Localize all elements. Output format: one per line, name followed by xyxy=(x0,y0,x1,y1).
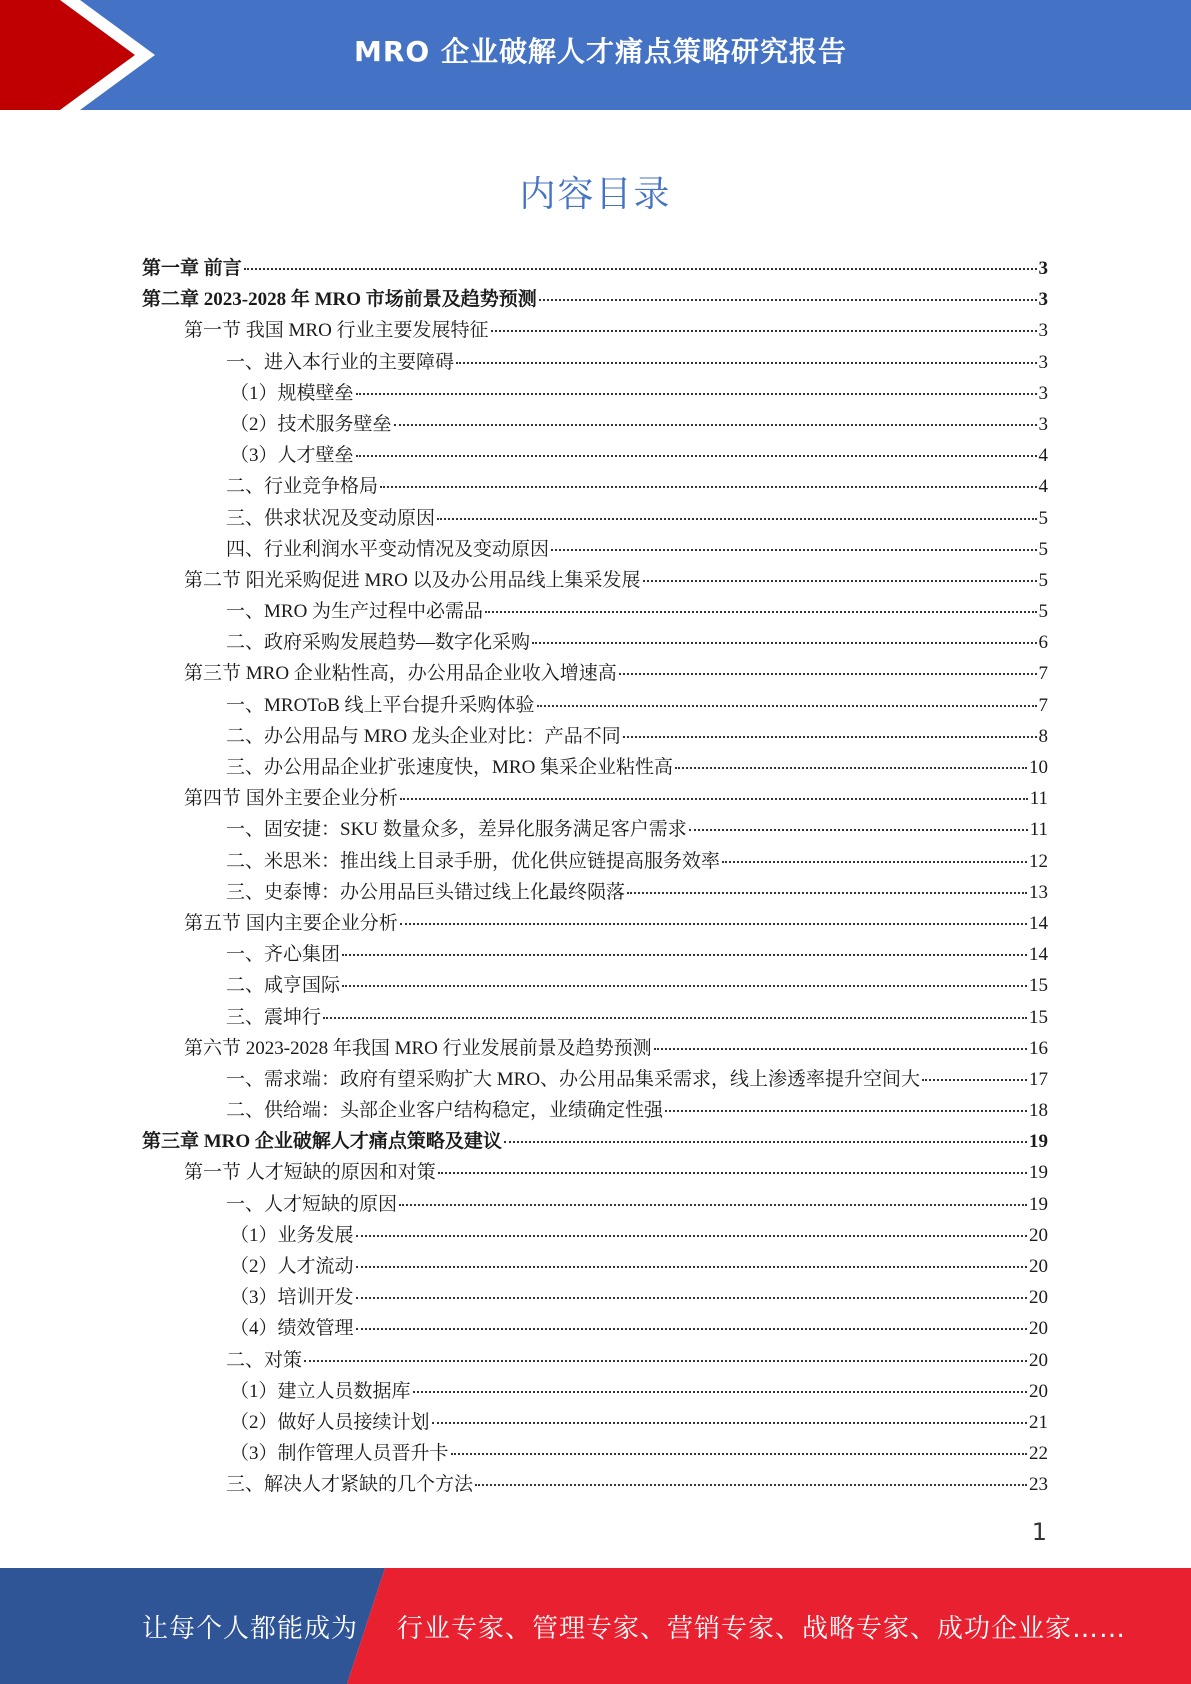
toc-entry-page: 7 xyxy=(1038,694,1048,716)
toc-entry[interactable] xyxy=(142,877,1048,908)
toc-entry[interactable] xyxy=(142,752,1048,783)
toc-entry[interactable] xyxy=(142,1220,1048,1251)
toc-entry-page: 16 xyxy=(1029,1037,1048,1059)
toc-entry-page: 19 xyxy=(1029,1131,1048,1153)
toc-dot-leader xyxy=(627,892,1027,894)
toc-dot-leader xyxy=(551,549,1036,551)
toc-entry-page: 20 xyxy=(1029,1287,1048,1309)
toc-entry[interactable] xyxy=(142,1095,1048,1126)
toc-entry-title: （4）绩效管理 xyxy=(230,1318,354,1340)
toc-entry-page: 5 xyxy=(1038,601,1048,623)
toc-entry-title: 第二章 2023-2028 年 MRO 市场前景及趋势预测 xyxy=(142,289,537,311)
toc-entry[interactable] xyxy=(142,471,1048,502)
toc-entry-title: 第六节 2023-2028 年我国 MRO 行业发展前景及趋势预测 xyxy=(184,1037,652,1059)
toc-entry[interactable] xyxy=(142,1189,1048,1220)
toc-entry-title: 二、米思米：推出线上目录手册，优化供应链提高服务效率 xyxy=(226,850,721,872)
toc-dot-leader xyxy=(654,1048,1027,1050)
toc-entry[interactable] xyxy=(142,846,1048,877)
toc-entry-title: 第三章 MRO 企业破解人才痛点策略及建议 xyxy=(142,1131,502,1153)
toc-entry-page: 3 xyxy=(1038,382,1048,404)
toc-entry-title: 二、供给端：头部企业客户结构稳定，业绩确定性强 xyxy=(226,1100,664,1122)
toc-dot-leader xyxy=(491,330,1037,332)
toc-dot-leader xyxy=(539,299,1037,301)
toc-entry-page: 5 xyxy=(1038,538,1048,560)
toc-entry[interactable] xyxy=(142,534,1048,565)
toc-entry[interactable] xyxy=(142,1345,1048,1376)
toc-dot-leader xyxy=(537,705,1037,707)
toc-entry[interactable] xyxy=(142,503,1048,534)
toc-entry-page: 7 xyxy=(1038,663,1048,685)
toc-entry-page: 3 xyxy=(1038,289,1048,311)
toc-dot-leader xyxy=(437,518,1036,520)
toc-entry[interactable] xyxy=(142,721,1048,752)
toc-entry-title: 一、固安捷：SKU 数量众多，差异化服务满足客户需求 xyxy=(226,819,687,841)
toc-entry[interactable] xyxy=(142,690,1048,721)
toc-entry[interactable] xyxy=(142,347,1048,378)
toc-dot-leader xyxy=(342,954,1027,956)
toc-dot-leader xyxy=(532,642,1036,644)
toc-entry-page: 13 xyxy=(1029,881,1048,903)
toc-entry-page: 5 xyxy=(1038,569,1048,591)
toc-entry-title: （3）培训开发 xyxy=(230,1287,354,1309)
toc-entry-page: 8 xyxy=(1038,725,1048,747)
toc-dot-leader xyxy=(244,268,1037,270)
toc-entry-page: 15 xyxy=(1029,1006,1048,1028)
toc-entry[interactable] xyxy=(142,658,1048,689)
toc-entry-title: （3）人才壁垒 xyxy=(230,445,354,467)
toc-entry-title: 一、人才短缺的原因 xyxy=(226,1193,398,1215)
toc-entry-title: （2）技术服务壁垒 xyxy=(230,413,392,435)
toc-dot-leader xyxy=(438,1172,1027,1174)
toc-entry-page: 17 xyxy=(1029,1068,1048,1090)
toc-entry-page: 20 xyxy=(1029,1224,1048,1246)
toc-entry-page: 6 xyxy=(1038,632,1048,654)
toc-entry-page: 4 xyxy=(1038,476,1048,498)
toc-entry-title: 第一节 我国 MRO 行业主要发展特征 xyxy=(184,320,489,342)
toc-entry-title: 三、史泰博：办公用品巨头错过线上化最终陨落 xyxy=(226,881,626,903)
toc-entry-title: 二、办公用品与 MRO 龙头企业对比：产品不同 xyxy=(226,725,621,747)
toc-dot-leader xyxy=(722,861,1027,863)
toc-entry-page: 3 xyxy=(1038,413,1048,435)
page-number: 1 xyxy=(1031,1518,1047,1546)
toc-entry-page: 3 xyxy=(1038,258,1048,279)
toc-entry-title: 第三节 MRO 企业粘性高，办公用品企业收入增速高 xyxy=(184,663,617,685)
toc-dot-leader xyxy=(475,1484,1027,1486)
toc-entry[interactable] xyxy=(142,627,1048,658)
toc-entry[interactable] xyxy=(142,783,1048,814)
toc-entry-title: 一、进入本行业的主要障碍 xyxy=(226,351,455,373)
toc-entry-title: 一、MROToB 线上平台提升采购体验 xyxy=(226,694,535,716)
toc-entry-title: （2）做好人员接续计划 xyxy=(230,1411,430,1433)
toc-dot-leader xyxy=(356,1266,1027,1268)
toc-entry-title: 第一节 人才短缺的原因和对策 xyxy=(184,1162,436,1184)
toc-entry[interactable] xyxy=(142,939,1048,970)
toc-entry[interactable] xyxy=(142,284,1048,315)
toc-entry-title: 第五节 国内主要企业分析 xyxy=(184,912,398,934)
footer-banner xyxy=(0,1568,1191,1684)
toc-entry[interactable] xyxy=(142,315,1048,346)
toc-entry-title: 三、解决人才紧缺的几个方法 xyxy=(226,1474,474,1496)
toc-dot-leader xyxy=(456,362,1036,364)
toc-dot-leader xyxy=(922,1079,1027,1081)
toc-entry-page: 4 xyxy=(1038,445,1048,467)
table-of-contents xyxy=(142,253,1048,1501)
toc-dot-leader xyxy=(675,767,1027,769)
header-banner xyxy=(0,0,1191,110)
toc-dot-leader xyxy=(413,1391,1027,1393)
toc-entry-title: 三、供求状况及变动原因 xyxy=(226,507,436,529)
toc-entry-title: 第二节 阳光采购促进 MRO 以及办公用品线上集采发展 xyxy=(184,569,641,591)
toc-entry-page: 10 xyxy=(1029,757,1048,778)
toc-entry[interactable] xyxy=(142,1438,1048,1469)
toc-dot-leader xyxy=(485,611,1036,613)
toc-entry-title: （3）制作管理人员晋升卡 xyxy=(230,1443,449,1465)
toc-entry-title: （2）人才流动 xyxy=(230,1256,354,1277)
toc-entry-page: 19 xyxy=(1029,1162,1048,1184)
toc-entry-page: 3 xyxy=(1038,320,1048,342)
toc-entry[interactable] xyxy=(142,908,1048,939)
toc-entry[interactable] xyxy=(142,1313,1048,1344)
toc-entry[interactable] xyxy=(142,1251,1048,1282)
toc-entry-page: 21 xyxy=(1029,1411,1048,1433)
toc-entry[interactable] xyxy=(142,596,1048,627)
footer-slogan-left: 让每个人都能成为 xyxy=(142,1614,359,1644)
toc-entry-page: 14 xyxy=(1029,944,1048,966)
toc-entry-page: 11 xyxy=(1029,788,1048,810)
toc-entry[interactable] xyxy=(142,1469,1048,1500)
toc-dot-leader xyxy=(356,455,1037,457)
toc-entry-title: 第一章 前言 xyxy=(142,258,242,279)
toc-dot-leader xyxy=(394,424,1037,426)
toc-dot-leader xyxy=(380,486,1036,488)
toc-entry-title: 一、需求端：政府有望采购扩大 MRO、办公用品集采需求，线上渗透率提升空间大 xyxy=(226,1068,921,1090)
toc-entry-title: 第四节 国外主要企业分析 xyxy=(184,788,398,810)
toc-entry-page: 20 xyxy=(1029,1349,1048,1371)
toc-entry-title: 三、办公用品企业扩张速度快，MRO 集采企业粘性高 xyxy=(226,757,674,778)
toc-dot-leader xyxy=(356,1328,1027,1330)
toc-dot-leader xyxy=(356,393,1037,395)
footer-slogan-right: 行业专家、管理专家、营销专家、战略专家、成功企业家…… xyxy=(397,1614,1127,1644)
toc-entry[interactable] xyxy=(142,1282,1048,1313)
toc-entry-title: 一、齐心集团 xyxy=(226,944,341,966)
toc-entry[interactable] xyxy=(142,378,1048,409)
toc-entry[interactable] xyxy=(142,814,1048,845)
toc-dot-leader xyxy=(665,1110,1027,1112)
toc-dot-leader xyxy=(689,829,1028,831)
toc-dot-leader xyxy=(504,1141,1027,1143)
toc-entry[interactable] xyxy=(142,970,1048,1001)
toc-dot-leader xyxy=(356,1297,1027,1299)
toc-entry[interactable] xyxy=(142,1126,1048,1157)
toc-dot-leader xyxy=(619,673,1037,675)
toc-entry[interactable] xyxy=(142,1033,1048,1064)
toc-entry-page: 5 xyxy=(1038,507,1048,529)
toc-entry-page: 18 xyxy=(1029,1100,1048,1122)
toc-entry-title: （1）建立人员数据库 xyxy=(230,1380,411,1402)
toc-entry-page: 20 xyxy=(1029,1318,1048,1340)
toc-entry-page: 20 xyxy=(1029,1380,1048,1402)
toc-entry-title: （1）规模壁垒 xyxy=(230,382,354,404)
toc-dot-leader xyxy=(400,798,1028,800)
toc-entry-title: 二、咸亨国际 xyxy=(226,975,341,997)
toc-dot-leader xyxy=(323,1017,1027,1019)
toc-entry[interactable] xyxy=(142,565,1048,596)
toc-entry[interactable] xyxy=(142,409,1048,440)
toc-entry-title: 二、政府采购发展趋势—数字化采购 xyxy=(226,632,531,654)
toc-dot-leader xyxy=(399,1204,1027,1206)
toc-dot-leader xyxy=(451,1453,1027,1455)
toc-entry-title: 三、震坤行 xyxy=(226,1006,322,1028)
toc-entry-title: 二、行业竞争格局 xyxy=(226,476,379,498)
toc-entry-page: 20 xyxy=(1029,1256,1048,1277)
toc-entry-title: 一、MRO 为生产过程中必需品 xyxy=(226,601,484,623)
toc-entry-title: 二、对策 xyxy=(226,1349,303,1371)
toc-entry[interactable] xyxy=(142,1002,1048,1033)
toc-dot-leader xyxy=(623,736,1037,738)
toc-entry[interactable] xyxy=(142,1064,1048,1095)
toc-heading: 内容目录 xyxy=(519,174,672,215)
toc-dot-leader xyxy=(304,1360,1027,1362)
toc-dot-leader xyxy=(342,985,1027,987)
toc-entry-page: 11 xyxy=(1029,819,1048,841)
toc-entry-page: 15 xyxy=(1029,975,1048,997)
toc-dot-leader xyxy=(356,1235,1027,1237)
toc-entry[interactable] xyxy=(142,253,1048,284)
toc-entry-page: 22 xyxy=(1029,1443,1048,1465)
toc-dot-leader xyxy=(432,1422,1027,1424)
toc-entry[interactable] xyxy=(142,440,1048,471)
toc-entry[interactable] xyxy=(142,1157,1048,1188)
toc-entry-title: 四、行业利润水平变动情况及变动原因 xyxy=(226,538,550,560)
toc-entry-page: 19 xyxy=(1029,1193,1048,1215)
toc-dot-leader xyxy=(643,580,1037,582)
toc-entry[interactable] xyxy=(142,1376,1048,1407)
toc-entry-title: （1）业务发展 xyxy=(230,1224,354,1246)
toc-entry-page: 14 xyxy=(1029,912,1048,934)
toc-entry-page: 3 xyxy=(1038,351,1048,373)
toc-entry-page: 23 xyxy=(1029,1474,1048,1496)
toc-entry-page: 12 xyxy=(1029,850,1048,872)
toc-dot-leader xyxy=(400,923,1027,925)
toc-entry[interactable] xyxy=(142,1407,1048,1438)
report-title: MRO 企业破解人才痛点策略研究报告 xyxy=(354,35,847,68)
